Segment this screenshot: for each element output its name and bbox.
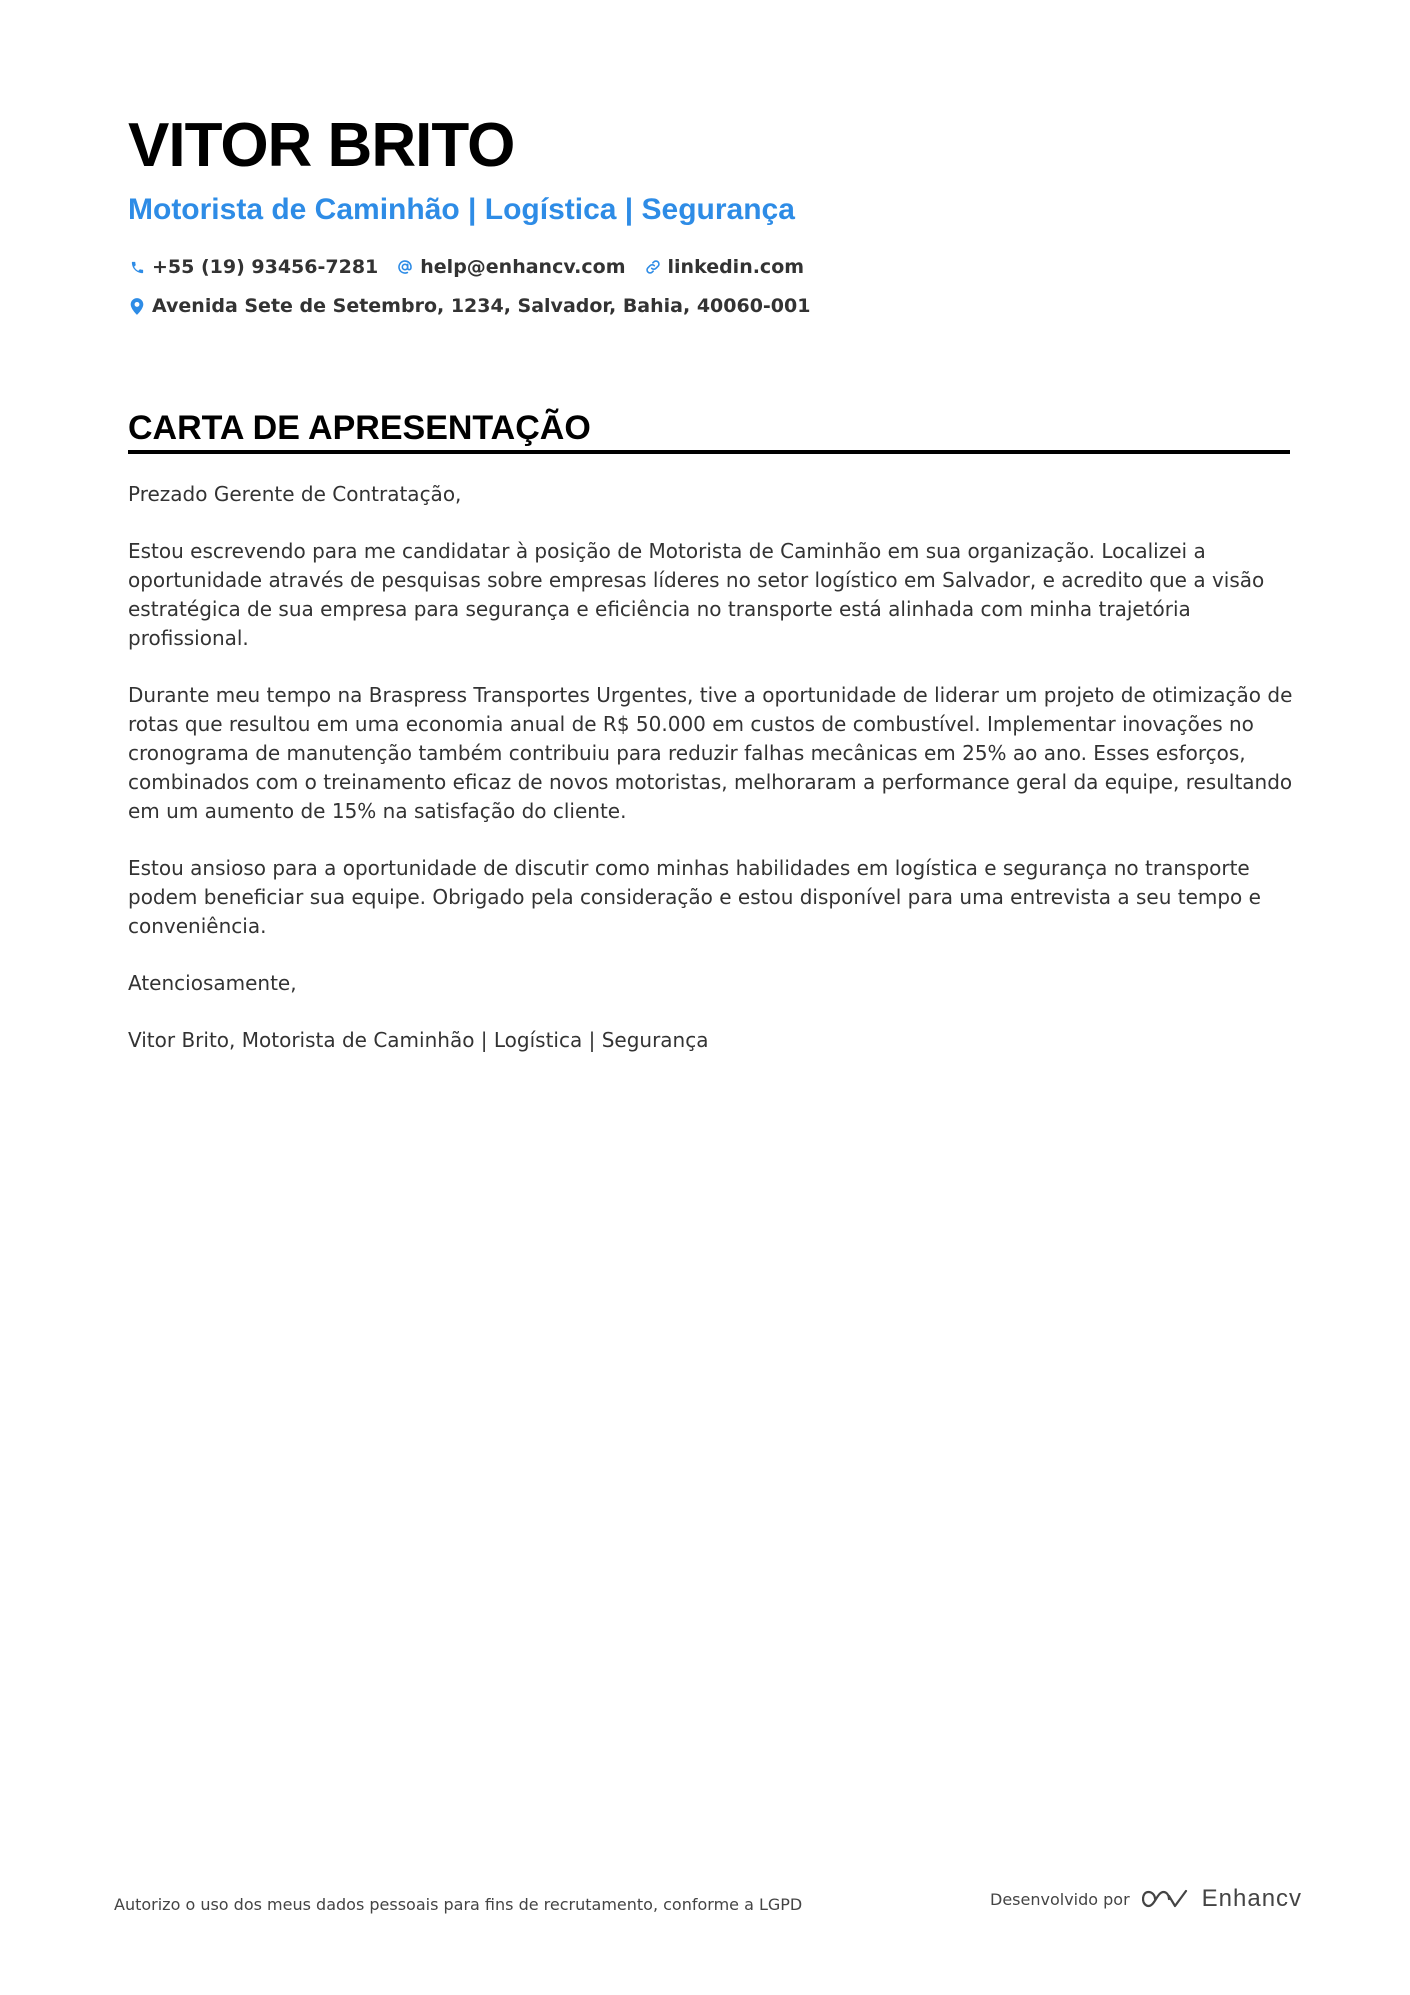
- letter-paragraph: Estou escrevendo para me candidatar à posição de Motorista de Caminhão em sua organização. Localizei a oportunidade através de pesquisas sobre empresas líderes no setor logístico em Salvador, e acredito que a visão estratégica de sua empresa para segurança e eficiência no transporte está alinhada com minha trajetória profissional.: [128, 539, 1265, 650]
- letter-signature: Vitor Brito, Motorista de Caminhão | Logística | Segurança: [128, 1028, 709, 1052]
- contact-row: [128, 254, 822, 280]
- letter-greeting: Prezado Gerente de Contratação,: [128, 482, 462, 506]
- letter-paragraph: Estou ansioso para a oportunidade de discutir como minhas habilidades em logística e segurança no transporte podem beneficiar sua equipe. Obrigado pela consideração e estou disponível para uma entrevista a seu tempo e conveniência.: [128, 856, 1261, 938]
- website-text[interactable]: linkedin.com: [667, 256, 805, 278]
- email-text[interactable]: help@enhancv.com: [420, 256, 626, 278]
- candidate-name: VITOR BRITO: [128, 111, 515, 180]
- contact-email: [396, 254, 625, 280]
- link-icon: [644, 258, 662, 276]
- enhancv-logo-icon: [1142, 1887, 1188, 1911]
- footer-branding: [990, 1885, 1302, 1913]
- contact-address: [128, 293, 810, 319]
- section-divider: [128, 450, 1290, 454]
- letter-closing: Atenciosamente,: [128, 971, 297, 995]
- contact-phone: [128, 254, 378, 280]
- contact-website: [644, 254, 805, 280]
- footer-consent: Autorizo o uso dos meus dados pessoais para fins de recrutamento, conforme a LGPD: [114, 1895, 803, 1914]
- brand-name: Enhancv: [1201, 1885, 1303, 1912]
- address-text: Avenida Sete de Setembro, 1234, Salvador, Bahia, 40060-001: [152, 295, 811, 317]
- location-pin-icon: [128, 297, 146, 315]
- at-icon: [396, 258, 414, 276]
- candidate-headline: Motorista de Caminhão | Logística | Segurança: [128, 193, 795, 226]
- letter-paragraph: Durante meu tempo na Braspress Transportes Urgentes, tive a oportunidade de liderar um projeto de otimização de rotas que resultou em uma economia anual de R$ 50.000 em custos de combustível. Implementar inovações no cronograma de manutenção também contribuiu para reduzir falhas mecânicas em 25% ao ano. Esses esforços, combinados com o treinamento eficaz de novos motoristas, melhoraram a performance geral da equipe, resultando em um aumento de 15% na satisfação do cliente.: [128, 683, 1293, 823]
- powered-by-label: Desenvolvido por: [990, 1889, 1130, 1909]
- section-title: CARTA DE APRESENTAÇÃO: [128, 409, 591, 447]
- contact-row-address: [128, 293, 828, 319]
- letter-body: [128, 480, 1293, 1083]
- phone-text[interactable]: +55 (19) 93456-7281: [152, 256, 379, 278]
- phone-icon: [128, 258, 146, 276]
